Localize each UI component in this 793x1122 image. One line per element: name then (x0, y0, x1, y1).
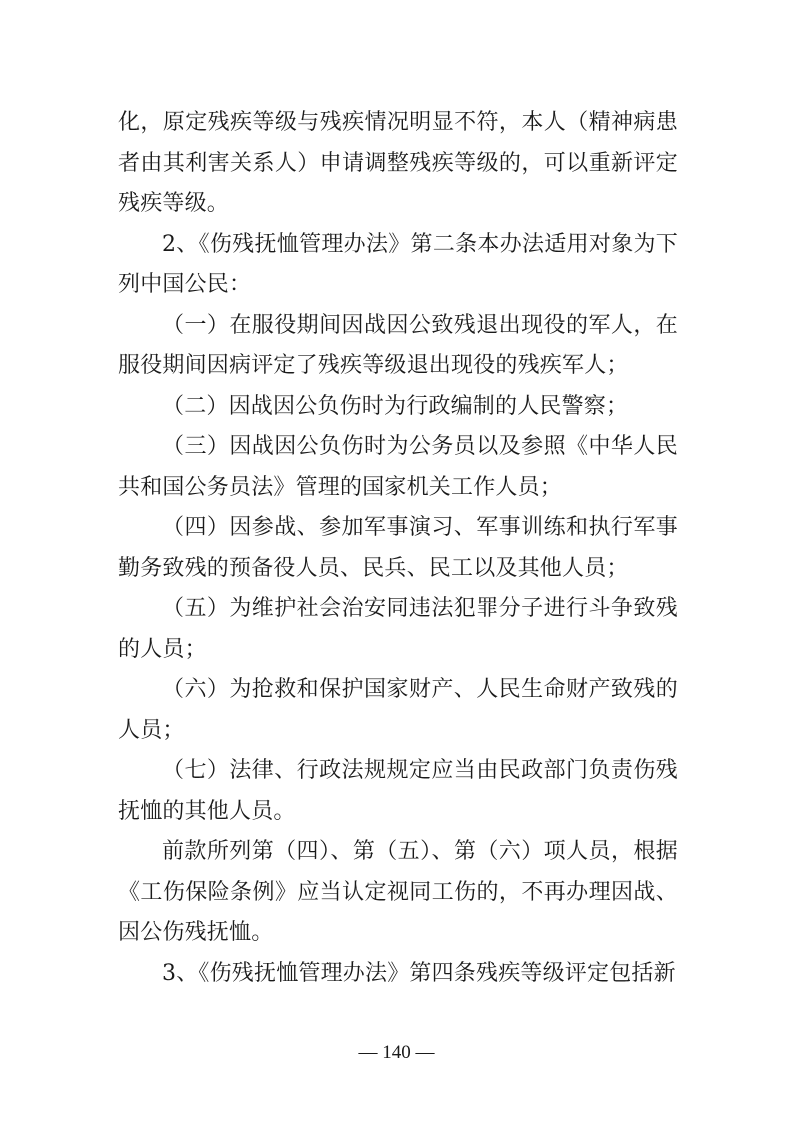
paragraph-continuation: 化，原定残疾等级与残疾情况明显不符，本人（精神病患者由其利害关系人）申请调整残疾等级的，可以重新评定残疾等级。 (118, 110, 678, 216)
list-item-5: （五）为维护社会治安同违法犯罪分子进行斗争致残的人员； (118, 596, 678, 662)
list-item-4: （四）因参战、参加军事演习、军事训练和执行军事勤务致残的预备役人员、民兵、民工以及其他人员； (118, 515, 678, 581)
list-item-1: （一）在服役期间因战因公致残退出现役的军人，在服役期间因病评定了残疾等级退出现役的残疾军人； (118, 312, 678, 378)
paragraph-note: 前款所列第（四）、第（五）、第（六）项人员，根据《工伤保险条例》应当认定视同工伤的，不再办理因战、因公伤残抚恤。 (118, 839, 678, 945)
list-item-2: （二）因战因公负伤时为行政编制的人民警察； (162, 393, 629, 419)
page-number: — 140 — (358, 1042, 435, 1063)
document-body (118, 103, 678, 994)
list-item-7: （七）法律、行政法规规定应当由民政部门负责伤残抚恤的其他人员。 (118, 758, 678, 824)
list-item-6: （六）为抢救和保护国家财产、人民生命财产致残的人员； (118, 677, 678, 743)
list-item-3: （三）因战因公负伤时为公务员以及参照《中华人民共和国公务员法》管理的国家机关工作人员； (118, 434, 678, 500)
paragraph-article-4: 3、《伤残抚恤管理办法》第四条残疾等级评定包括新 (162, 960, 676, 986)
paragraph-article-2: 2、《伤残抚恤管理办法》第二条本办法适用对象为下列中国公民： (118, 231, 678, 297)
